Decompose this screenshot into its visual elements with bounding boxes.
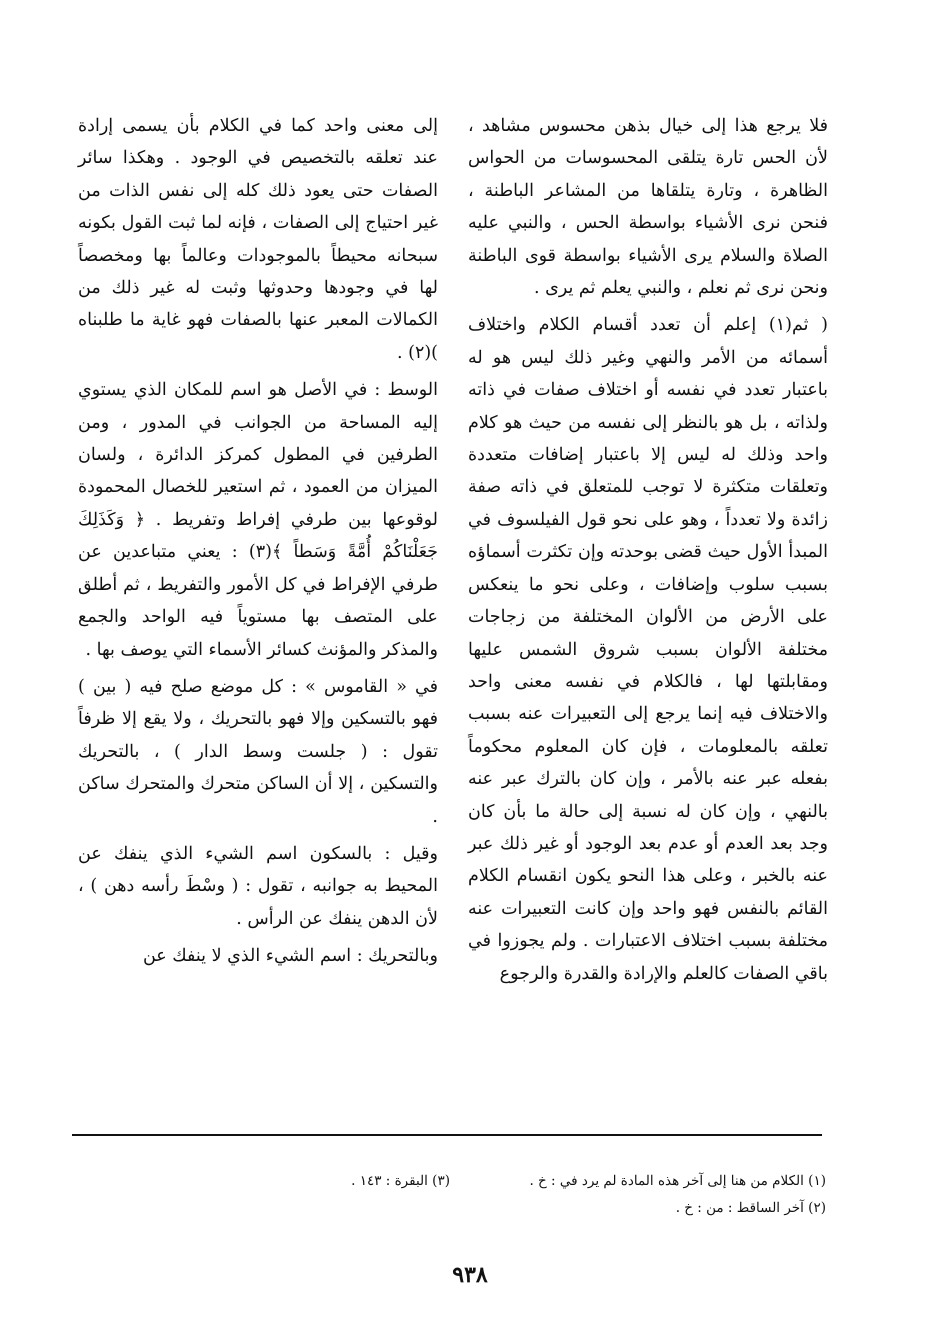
footnotes-left [300,1168,450,1195]
footnote: (٢) آخر الساقط : من : خ . [675,1200,826,1216]
paragraph: في « القاموس » : كل موضع صلح فيه ( بين ) فهو بالتسكين وإلا فهو بالتحريك ، ولا يقع إلا ظرفاً تقول : ( جلست وسط الدار ) ، بالتحريك والتسكين ، إلا أن الساكن متحرك والمتحرك ساكن . [78,676,438,827]
page-number: ٩٣٨ [452,1262,488,1288]
right-text-column [468,110,828,995]
paragraph: الوسط : في الأصل هو اسم للمكان الذي يستوي إليه المساحة من الجوانب في المدور ، ومن الطرفين في المطول كمركز الدائرة ، ولسان الميزان من العمود ، ثم استعير للخصال المحمودة لوقوعها بين طرفي إفراط وتفريط . ﴿ وَكَذَلِكَ جَعَلْنَاكُمْ أُمَّةً وَسَطاً ﴾(٣) : يعني متباعدين عن طرفي الإفراط في كل الأمور والتفريط ، ثم أطلق على المتصف بها مستوياً فيه الواحد والجمع والمذكر والمؤنث كسائر الأسماء التي يوصف بها . [78,380,438,660]
footnotes-right [468,1168,826,1222]
paragraph: إلى معنى واحد كما في الكلام بأن يسمى إرادة عند تعلقه بالتخصيص في الوجود . وهكذا سائر الصفات حتى يعود ذلك كله إلى نفس الذات من غير احتياج إلى الصفات ، فإنه لما ثبت القول بكونه سبحانه محيطاً بالموجودات وعالماً بها ومخصصاً لها في وجودها وحدوثها وثبت له غير ذلك من الكمالات المعبر عنها بالصفات فهو غاية ما طلبناه )(٢) . [78,116,438,363]
paragraph: وقيل : بالسكون اسم الشيء الذي ينفك عن المحيط به جوانبه ، تقول : ( وسْطَ رأسه دهن ) ، لأن الدهن ينفك عن الرأس . [78,843,438,929]
paragraph: ( ثم(١) إعلم أن تعدد أقسام الكلام واختلاف أسمائه من الأمر والنهي وغير ذلك ليس هو له باعتبار تعدد في نفسه أو اختلاف صفات في ذاته ولذاته ، بل هو بالنظر إلى نفسه من حيث هو كلام واحد وذلك له ليس إلا باعتبار إضافات متعددة وتعلقات متكثرة لا توجب للمتعلق في ذاته صفة زائدة ولا تعدداً ، وهو على نحو قول الفيلسوف في المبدأ الأول حيث قضى بوحدته وإن تكثرت أسماؤه بسبب سلوب وإضافات ، وعلى نحو ما ينعكس على الأرض من الألوان المختلفة من زجاجات مختلفة الألوان بسبب شروق الشمس عليها ومقابلتها لها ، فالكلام في نفسه معنى واحد والاختلاف فيه إنما يرجع إلى التعبيرات عنه بسبب تعلقه بالمعلومات ، فإن كان المعلوم محكوماً بفعله عبر عنه بالأمر ، وإن كان بالترك عبر عنه بالنهي ، وإن كان له نسبة إلى حالة ما بأن كان وجد بعد العدم أو عدم بعد الوجود أو غير ذلك عبر عنه بالخبر ، وعلى هذا النحو يكون انقسام الكلام القائم بالنفس فهو واحد وإن كانت التعبيرات عنه مختلفة بسبب اختلاف الاعتبارات . ولم يجوزوا في باقي الصفات كالعلم والإرادة والقدرة والرجوع [468,315,828,984]
footnote: (٣) البقرة : ١٤٣ . [351,1173,450,1189]
footnote: (١) الكلام من هنا إلى آخر هذه المادة لم يرد في : خ . [529,1173,826,1189]
footnote-divider [72,1134,822,1136]
paragraph: وبالتحريك : اسم الشيء الذي لا ينفك عن [142,946,438,967]
left-text-column [78,110,438,978]
paragraph: فلا يرجع هذا إلى خيال بذهن محسوس مشاهد ، لأن الحس تارة يتلقى المحسوسات من الحواس الظاهرة ، وتارة يتلقاها من المشاعر الباطنة ، فنحن نرى الأشياء بواسطة الحس ، والنبي عليه الصلاة والسلام يرى الأشياء بواسطة قوى الباطنة ونحن نرى ثم نعلم ، والنبي يعلم ثم يرى . [468,116,828,299]
